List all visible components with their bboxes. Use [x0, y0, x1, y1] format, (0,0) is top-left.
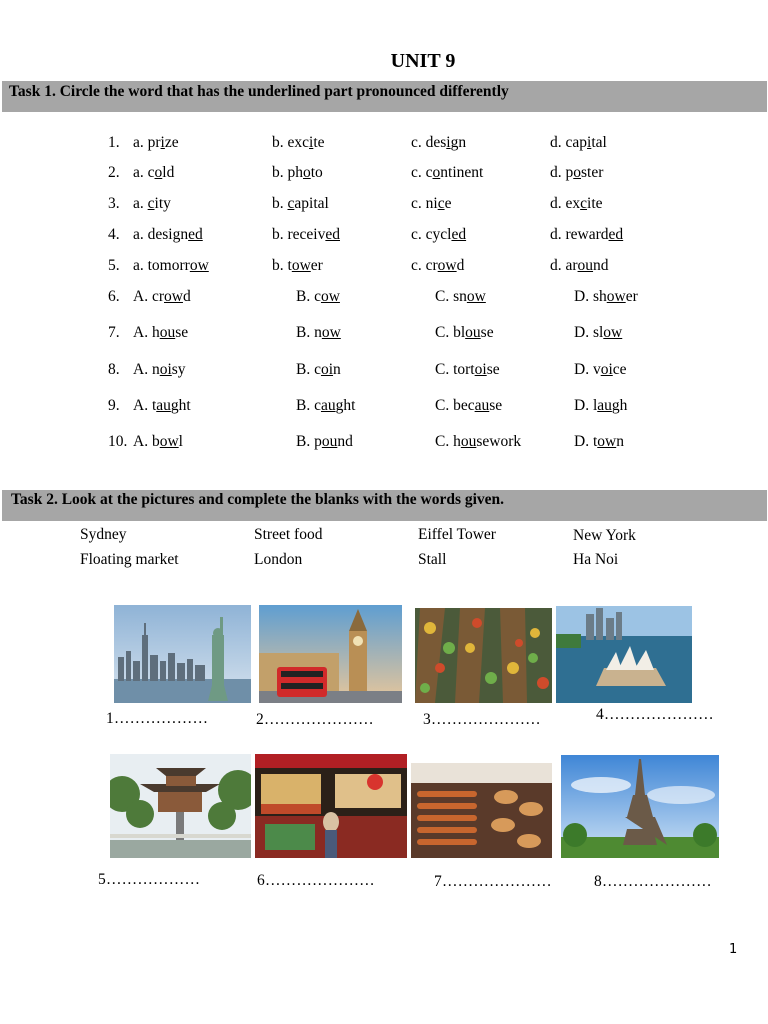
underlined-part: oi: [159, 361, 172, 378]
answer-option[interactable]: C. tortoise: [435, 361, 500, 378]
question-number: 8.: [108, 361, 120, 378]
answer-option[interactable]: B. cow: [296, 288, 340, 305]
answer-blank-6[interactable]: 6…………………: [257, 872, 375, 889]
answer-option[interactable]: A. taught: [133, 397, 191, 414]
underlined-part: ow: [603, 324, 623, 341]
answer-option[interactable]: D. shower: [574, 288, 638, 305]
underlined-part: ou: [465, 324, 481, 341]
underlined-part: ow: [189, 257, 209, 274]
underlined-part: au: [156, 397, 171, 414]
task2-heading-band: [2, 490, 767, 521]
answer-option[interactable]: C. housework: [435, 433, 522, 450]
page-number: 1: [729, 942, 738, 957]
underlined-part: o: [432, 164, 441, 181]
answer-option[interactable]: A. crowd: [133, 288, 191, 305]
answer-blank-5[interactable]: 5………………: [98, 871, 201, 888]
answer-blank-3[interactable]: 3…………………: [423, 711, 541, 728]
underlined-part: ed: [608, 226, 624, 243]
underlined-part: oi: [600, 361, 613, 378]
underlined-part: o: [303, 164, 311, 181]
statue-of-liberty-photo: [114, 605, 251, 703]
underlined-part: ow: [597, 433, 617, 450]
answer-option[interactable]: c. continent: [411, 164, 484, 181]
underlined-part: ed: [451, 226, 467, 243]
question-number: 3.: [108, 195, 120, 212]
underlined-part: i: [309, 134, 314, 151]
question-number: 1.: [108, 134, 120, 151]
answer-option[interactable]: a. cold: [133, 164, 175, 181]
underlined-part: oi: [320, 361, 334, 378]
question-number: 2.: [108, 164, 120, 181]
answer-option[interactable]: c. nice: [411, 195, 452, 212]
answer-option[interactable]: d. capital: [550, 134, 607, 151]
answer-option[interactable]: d. around: [550, 257, 609, 274]
answer-blank-8[interactable]: 8…………………: [594, 873, 712, 890]
answer-option[interactable]: b. excite: [272, 134, 325, 151]
one-pillar-pagoda-photo: [110, 754, 251, 858]
underlined-part: c: [580, 195, 588, 212]
answer-option[interactable]: c. design: [411, 134, 467, 151]
floating-market-photo: [415, 608, 552, 703]
answer-option[interactable]: a. designed: [133, 226, 203, 243]
task1-heading-band: [2, 81, 767, 112]
answer-option[interactable]: A. bowl: [133, 433, 183, 450]
task2-heading: Task 2. Look at the pictures and complete the blanks with the words given.: [11, 491, 505, 508]
question-number: 6.: [108, 288, 120, 305]
word-bank-item: London: [254, 551, 303, 568]
answer-option[interactable]: B. coin: [296, 361, 341, 378]
answer-option[interactable]: b. tower: [272, 257, 323, 274]
answer-option[interactable]: A. house: [133, 324, 189, 341]
answer-option[interactable]: B. caught: [296, 397, 356, 414]
underlined-part: o: [573, 164, 581, 181]
underlined-part: ow: [164, 288, 183, 305]
underlined-part: oi: [474, 361, 487, 378]
underlined-part: ow: [321, 324, 341, 341]
underlined-part: ow: [437, 257, 457, 274]
underlined-part: ow: [606, 288, 626, 305]
underlined-part: ow: [159, 433, 179, 450]
task1-heading: Task 1. Circle the word that has the underlined part pronounced differently: [9, 83, 509, 100]
question-number: 5.: [108, 257, 120, 274]
word-bank-item: Eiffel Tower: [418, 526, 496, 543]
answer-option[interactable]: d. poster: [550, 164, 604, 181]
answer-option[interactable]: c. crowd: [411, 257, 465, 274]
answer-option[interactable]: b. capital: [272, 195, 329, 212]
word-bank-item: Stall: [418, 551, 447, 568]
answer-option[interactable]: a. prize: [133, 134, 179, 151]
underlined-part: ou: [460, 433, 477, 450]
answer-option[interactable]: c. cycled: [411, 226, 467, 243]
street-food-stall-photo: [255, 754, 407, 858]
underlined-part: ou: [321, 433, 338, 450]
underlined-part: c: [437, 195, 445, 212]
answer-option[interactable]: B. pound: [296, 433, 353, 450]
underlined-part: c: [287, 195, 295, 212]
answer-option[interactable]: D. town: [574, 433, 624, 450]
underlined-part: au: [320, 397, 336, 414]
question-number: 10.: [108, 433, 128, 450]
underlined-part: o: [154, 164, 163, 181]
question-number: 7.: [108, 324, 120, 341]
underlined-part: au: [597, 397, 612, 414]
sydney-opera-house-photo: [556, 606, 692, 703]
underlined-part: i: [446, 134, 451, 151]
answer-option[interactable]: a. tomorrow: [133, 257, 209, 274]
big-ben-photo: [259, 605, 402, 703]
word-bank-item: Sydney: [80, 526, 127, 543]
answer-option[interactable]: d. excite: [550, 195, 603, 212]
answer-option[interactable]: B. now: [296, 324, 341, 341]
page-title: UNIT 9: [390, 50, 456, 72]
underlined-part: ed: [188, 226, 203, 243]
answer-option[interactable]: C. because: [435, 397, 503, 414]
question-number: 4.: [108, 226, 120, 243]
answer-blank-2[interactable]: 2…………………: [256, 711, 374, 728]
underlined-part: ow: [291, 257, 311, 274]
underlined-part: c: [147, 195, 155, 212]
word-bank-item: Ha Noi: [573, 551, 619, 568]
word-bank-item: New York: [573, 527, 636, 544]
answer-blank-4[interactable]: 4…………………: [596, 706, 714, 723]
grilled-food-photo: [411, 763, 552, 858]
word-bank-item: Street food: [254, 526, 323, 543]
answer-option[interactable]: C. snow: [435, 288, 486, 305]
answer-option[interactable]: b. received: [272, 226, 340, 243]
answer-option[interactable]: b. photo: [272, 164, 323, 181]
answer-option[interactable]: D. slow: [574, 324, 623, 341]
answer-option[interactable]: D. voice: [574, 361, 627, 378]
underlined-part: ow: [320, 288, 340, 305]
underlined-part: i: [160, 134, 165, 151]
answer-option[interactable]: d. rewarded: [550, 226, 624, 243]
underlined-part: ou: [577, 257, 594, 274]
underlined-part: ed: [325, 226, 340, 243]
underlined-part: ou: [159, 324, 176, 341]
question-number: 9.: [108, 397, 120, 414]
answer-blank-1[interactable]: 1………………: [106, 710, 209, 727]
answer-option[interactable]: a. city: [133, 195, 171, 212]
answer-blank-7[interactable]: 7…………………: [434, 873, 552, 890]
word-bank-item: Floating market: [80, 551, 179, 568]
answer-option[interactable]: C. blouse: [435, 324, 494, 341]
answer-option[interactable]: A. noisy: [133, 361, 186, 378]
eiffel-tower-photo: [561, 755, 719, 858]
underlined-part: i: [587, 134, 592, 151]
underlined-part: au: [474, 397, 490, 414]
underlined-part: ow: [466, 288, 486, 305]
answer-option[interactable]: D. laugh: [574, 397, 628, 414]
